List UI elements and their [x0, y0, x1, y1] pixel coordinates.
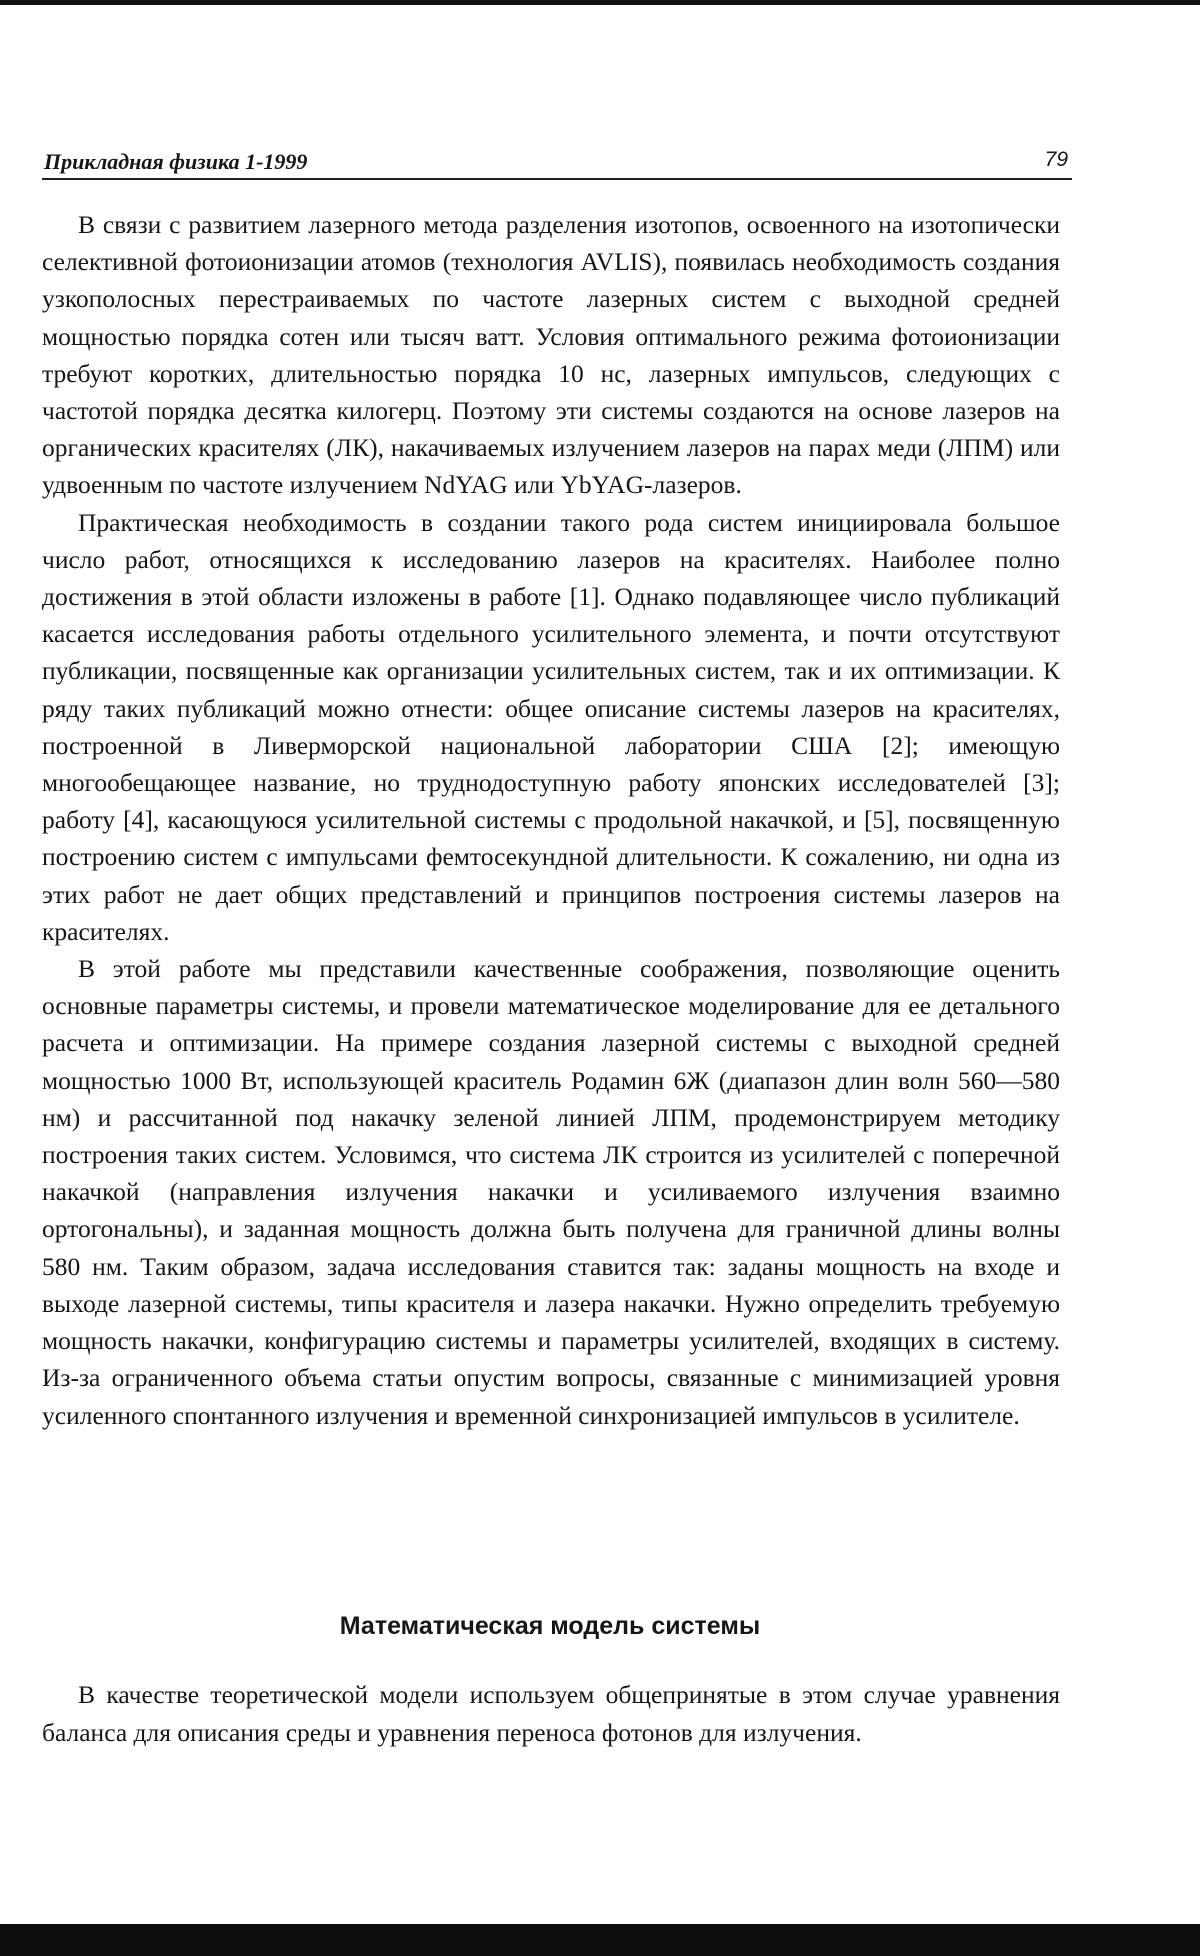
scan-bottom-edge	[0, 1924, 1200, 1956]
body-text	[42, 206, 1060, 1434]
scan-top-edge	[0, 0, 1200, 5]
page-header	[42, 138, 1072, 180]
section-body	[42, 1676, 1060, 1751]
paragraph-model: В качестве теоретической модели используем общепринятые в этом случае уравнения баланса для описания среды и уравнения переноса фотонов для излучения.	[42, 1680, 1060, 1747]
paragraph-method: В этой работе мы представили качественные соображения, позволяющие оценить основные параметры системы, и провели математическое моделирование для ее детального расчета и оптимизации. На примере создания лазерной системы с выходной средней мощностью 1000 Вт, использующей краситель Родамин 6Ж (диапазон длин волн 560—580 нм) и рассчитанной под накачку зеленой линией ЛПМ, продемонстрируем методику построения таких систем. Условимся, что система ЛК строится из усилителей с поперечной накачкой (направления излучения накачки и усиливаемого излучения взаимно ортогональны), и заданная мощность должна быть получена для граничной длины волны 580 нм. Таким образом, задача исследования ставится так: заданы мощность на входе и выходе лазерной системы, типы красителя и лазера накачки. Нужно определить требуемую мощность накачки, конфигурацию системы и параметры усилителей, входящих в систему. Из-за ограниченного объема статьи опустим вопросы, связанные с минимизацией уровня усиленного спонтанного излучения и временной синхронизацией импульсов в усилителе.	[42, 954, 1060, 1430]
paragraph-review: Практическая необходимость в создании такого рода систем инициировала большое число работ, относящихся к исследованию лазеров на красителях. Наиболее полно достижения в этой области изложены в работе [1]. Однако подавляющее число публикаций касается исследования работы отдельного усилительного элемента, и почти отсутствуют публикации, посвященные как организации усилительных систем, так и их оптимизации. К ряду таких публикаций можно отнести: общее описание системы лазеров на красителях, построенной в Ливерморской национальной лаборатории США [2]; имеющую многообещающее название, но труднодоступную работу японских исследователей [3]; работу [4], касающуюся усилительной системы с продольной накачкой, и [5], посвященную построению систем с импульсами фемтосекундной длительности. К сожалению, ни одна из этих работ не дает общих представлений и принципов построения системы лазеров на красителях.	[42, 507, 1060, 946]
journal-title: Прикладная физика 1-1999	[44, 149, 308, 174]
section-heading: Математическая модель системы	[339, 1612, 761, 1640]
page-number: 79	[1044, 148, 1068, 171]
paragraph-intro: В связи с развитием лазерного метода разделения изотопов, освоенного на изотопически селективной фотоионизации атомов (технология AVLIS), появилась необходимость создания узкополосных перестраиваемых по частоте лазерных систем с выходной средней мощностью порядка сотен или тысяч ватт. Условия оптимального режима фотоионизации требуют коротких, длительностью порядка 10 нс, лазерных импульсов, следующих с частотой порядка десятка килогерц. Поэтому эти системы создаются на основе лазеров на органических красителях (ЛК), накачиваемых излучением лазеров на парах меди (ЛПМ) или удвоенным по частоте излучением NdYAG или YbYAG-лазеров.	[42, 210, 1060, 500]
